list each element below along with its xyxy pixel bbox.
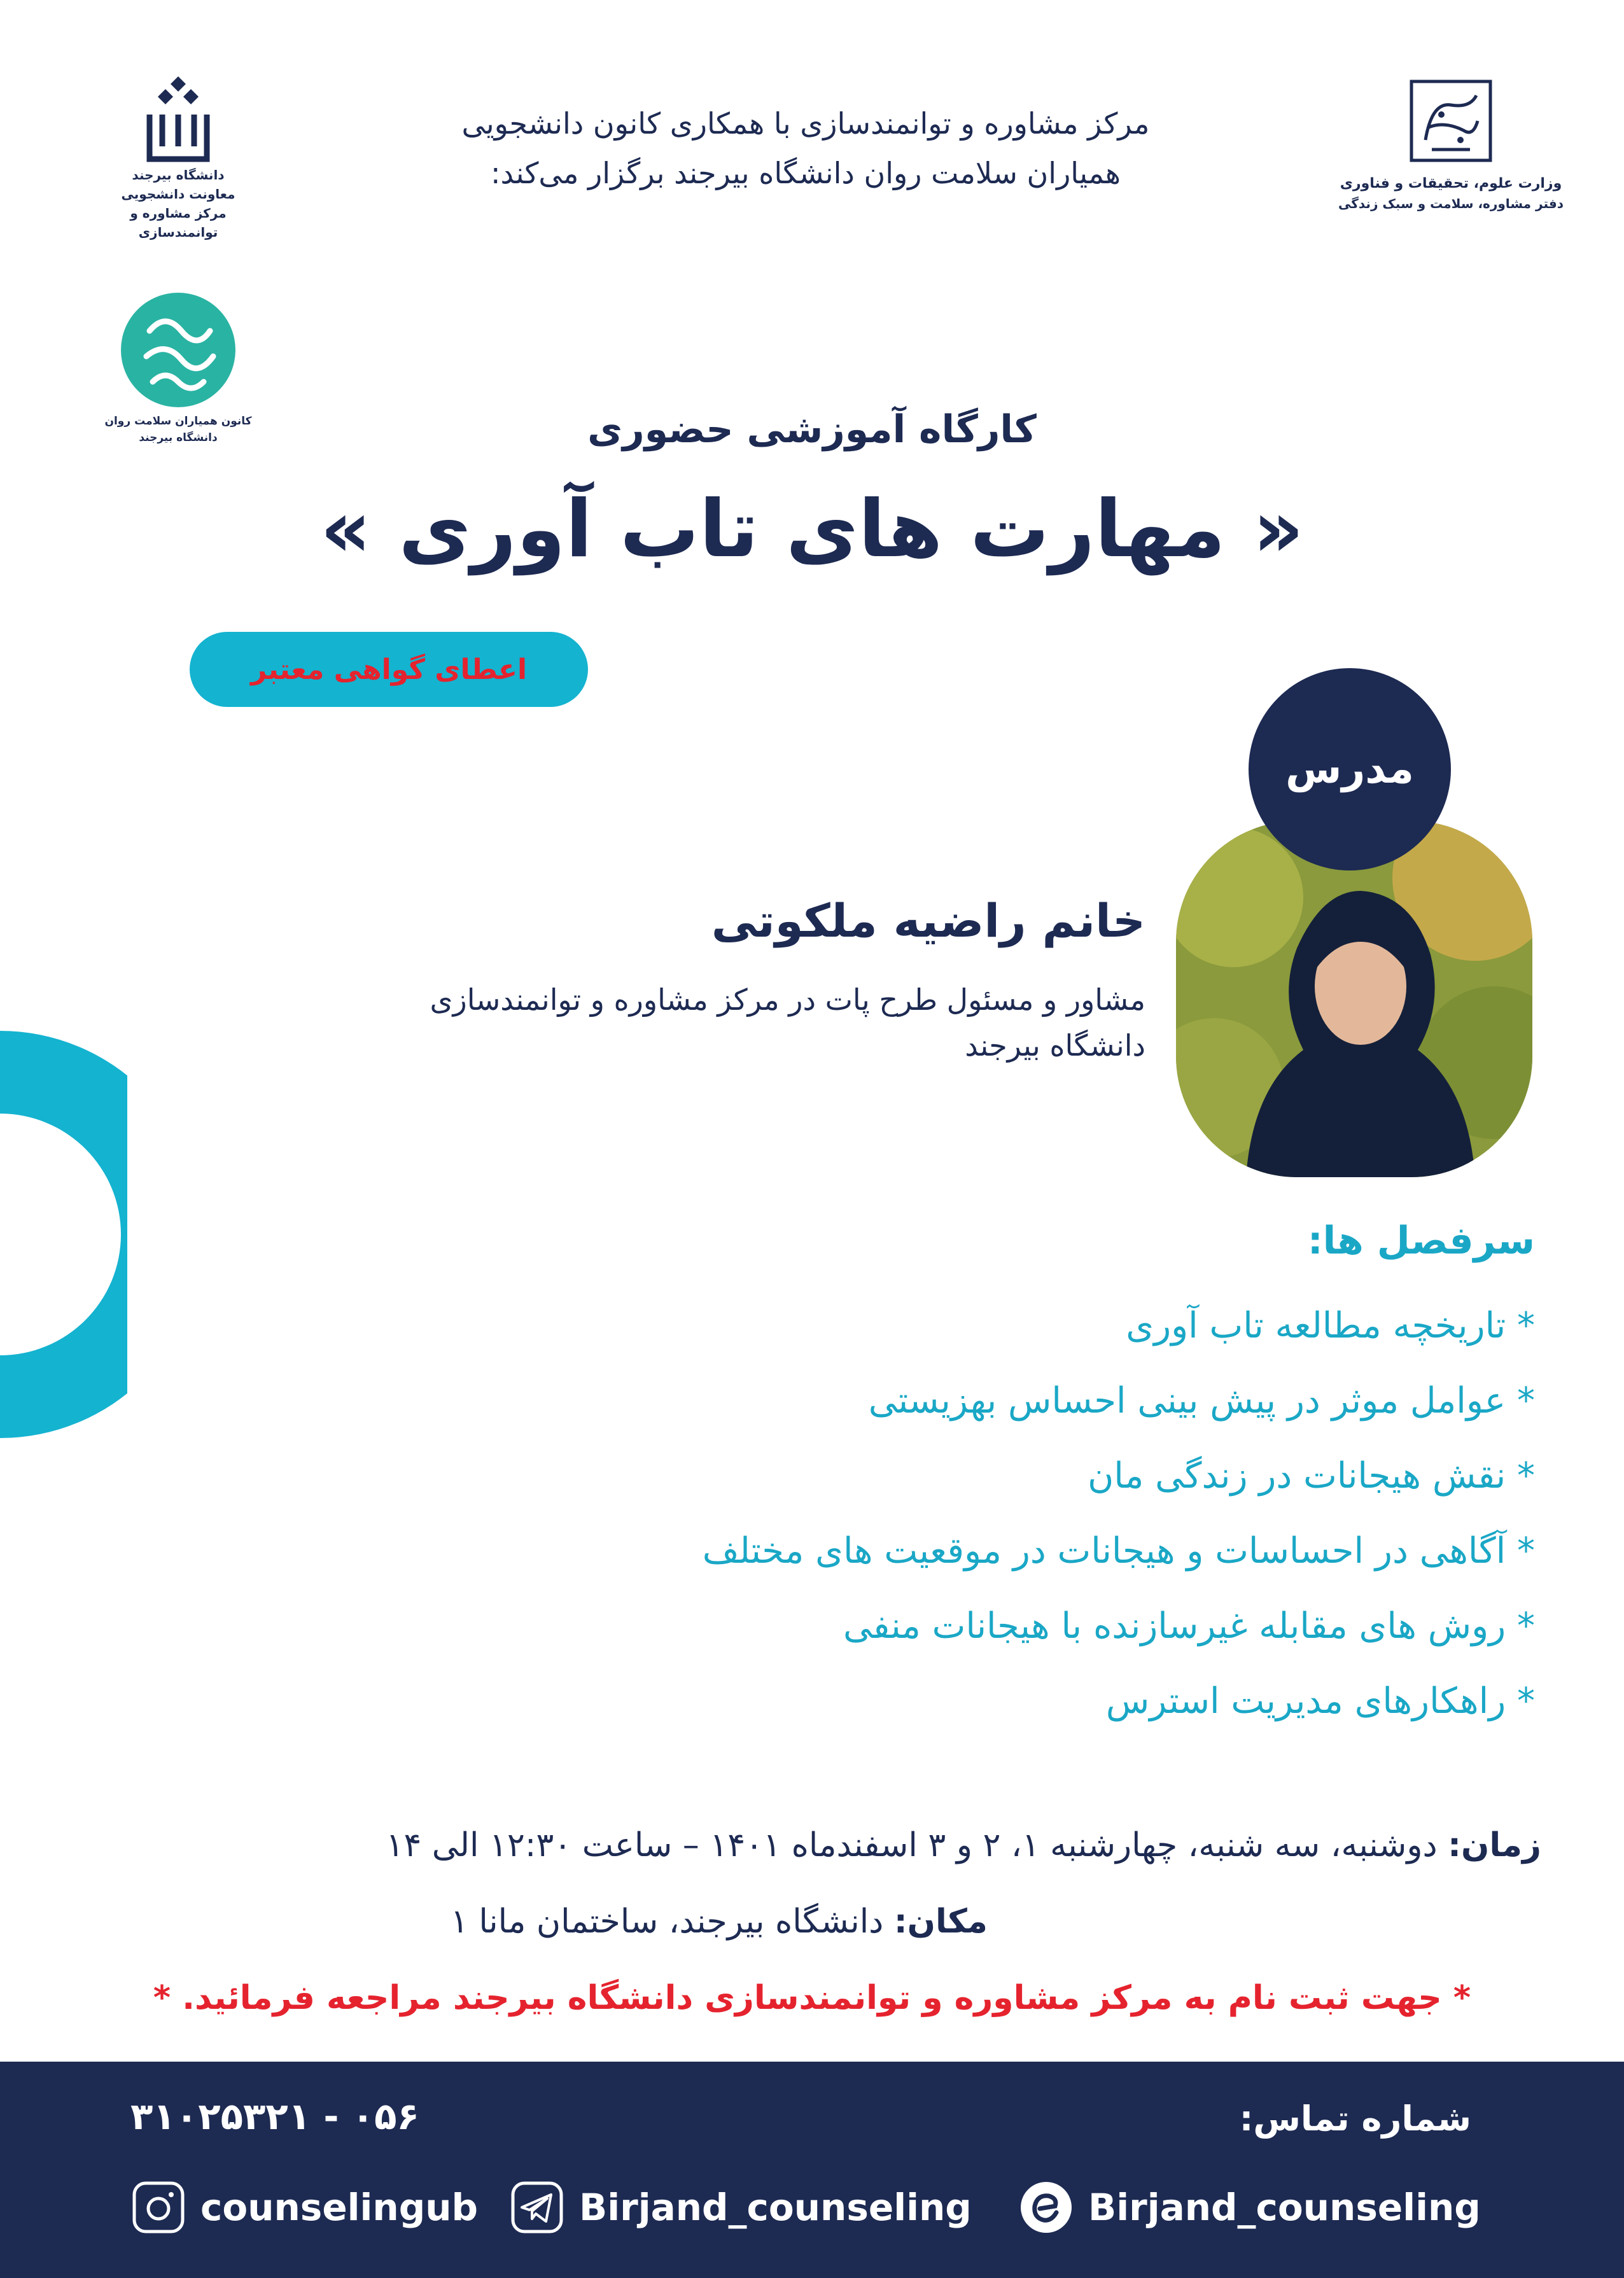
contact-phone[interactable]: ۰۵۶ - ۳۱۰۲۵۳۲۱ xyxy=(130,2095,419,2138)
telegram-icon xyxy=(509,2179,565,2235)
telegram-handle: Birjand_counseling xyxy=(579,2186,972,2229)
university-emblem-icon xyxy=(137,70,220,165)
syllabus-item: * نقش هیجانات در زندگی مان xyxy=(703,1439,1535,1514)
telegram-link[interactable] xyxy=(509,2179,972,2235)
place-label: مکان: xyxy=(893,1903,988,1941)
instructor-bio xyxy=(382,977,1145,1068)
syllabus-item: * آگاهی در احساسات و هیجانات در موقعیت های مختلف xyxy=(703,1514,1535,1589)
decorative-ring xyxy=(0,1031,127,1438)
footer-bar xyxy=(0,2062,1624,2278)
university-line3: مرکز مشاوره و توانمندسازی xyxy=(130,206,227,240)
time-line xyxy=(386,1826,1541,1864)
certificate-badge xyxy=(190,632,588,707)
place-value: دانشگاه بیرجند، ساختمان مانا ۱ xyxy=(450,1903,884,1941)
workshop-subtitle: کارگاه آموزشی حضوری xyxy=(587,407,1037,452)
eitaa-icon xyxy=(1018,2179,1074,2235)
syllabus-item: * تاریخچه مطالعه تاب آوری xyxy=(703,1289,1535,1364)
instructor-badge-label: مدرس xyxy=(1285,746,1414,793)
time-value: دوشنبه، سه شنبه، چهارشنبه ۱، ۲ و ۳ اسفندماه ۱۴۰۱ – ساعت ۱۲:۳۰ الی ۱۴ xyxy=(386,1826,1438,1864)
intro-line1: مرکز مشاوره و توانمندسازی با همکاری کانون دانشجویی xyxy=(461,106,1150,141)
eitaa-link[interactable] xyxy=(1018,2179,1481,2235)
instagram-handle: counselingub xyxy=(200,2186,479,2229)
ministry-logo xyxy=(1324,76,1578,213)
workshop-title: « مهارت های تاب آوری » xyxy=(320,484,1304,575)
syllabus-heading: سرفصل ها: xyxy=(1307,1219,1535,1263)
instructor-badge xyxy=(1249,668,1451,870)
contact-label: شماره تماس: xyxy=(1239,2099,1471,2139)
kanoon-line1: کانون همیاران سلامت روان xyxy=(104,415,252,428)
instructor-bio-line1: مشاور و مسئول طرح پات در مرکز مشاوره و توانمندسازی xyxy=(430,982,1145,1017)
university-line1: دانشگاه بیرجند xyxy=(132,167,225,183)
syllabus-item: * راهکارهای مدیریت استرس xyxy=(703,1664,1535,1739)
registration-note: * جهت ثبت نام به مرکز مشاوره و توانمندسازی دانشگاه بیرجند مراجعه فرمائید. * xyxy=(153,1979,1471,2017)
syllabus-list xyxy=(703,1289,1535,1739)
university-line2: معاونت دانشجویی xyxy=(121,186,235,202)
place-line xyxy=(451,1903,988,1941)
university-logo xyxy=(89,70,267,242)
instagram-link[interactable] xyxy=(130,2179,478,2235)
syllabus-item: * عوامل موثر در پیش بینی احساس بهزیستی xyxy=(703,1364,1535,1439)
ministry-line1: وزارت علوم، تحقیقات و فناوری xyxy=(1340,176,1562,192)
ministry-line2: دفتر مشاوره، سلامت و سبک زندگی xyxy=(1338,196,1564,211)
intro-line2: همیاران سلامت روان دانشگاه بیرجند برگزار می‌کند: xyxy=(490,156,1121,190)
certificate-label: اعطای گواهی معتبر xyxy=(250,653,528,686)
intro-text xyxy=(356,99,1255,198)
kanoon-emblem-icon xyxy=(115,286,242,414)
eitaa-handle: Birjand_counseling xyxy=(1088,2186,1481,2229)
instructor-photo xyxy=(1176,821,1532,1177)
instructor-portrait-icon xyxy=(1176,821,1532,1177)
instagram-icon xyxy=(130,2179,186,2235)
instructor-name: خانم راضیه ملکوتی xyxy=(711,894,1145,947)
instructor-bio-line2: دانشگاه بیرجند xyxy=(965,1028,1145,1063)
time-label: زمان: xyxy=(1448,1826,1541,1864)
syllabus-item: * روش های مقابله غیرسازنده با هیجانات منفی xyxy=(703,1589,1535,1664)
ministry-emblem-icon xyxy=(1406,76,1495,165)
kanoon-line2: دانشگاه بیرجند xyxy=(139,431,218,444)
